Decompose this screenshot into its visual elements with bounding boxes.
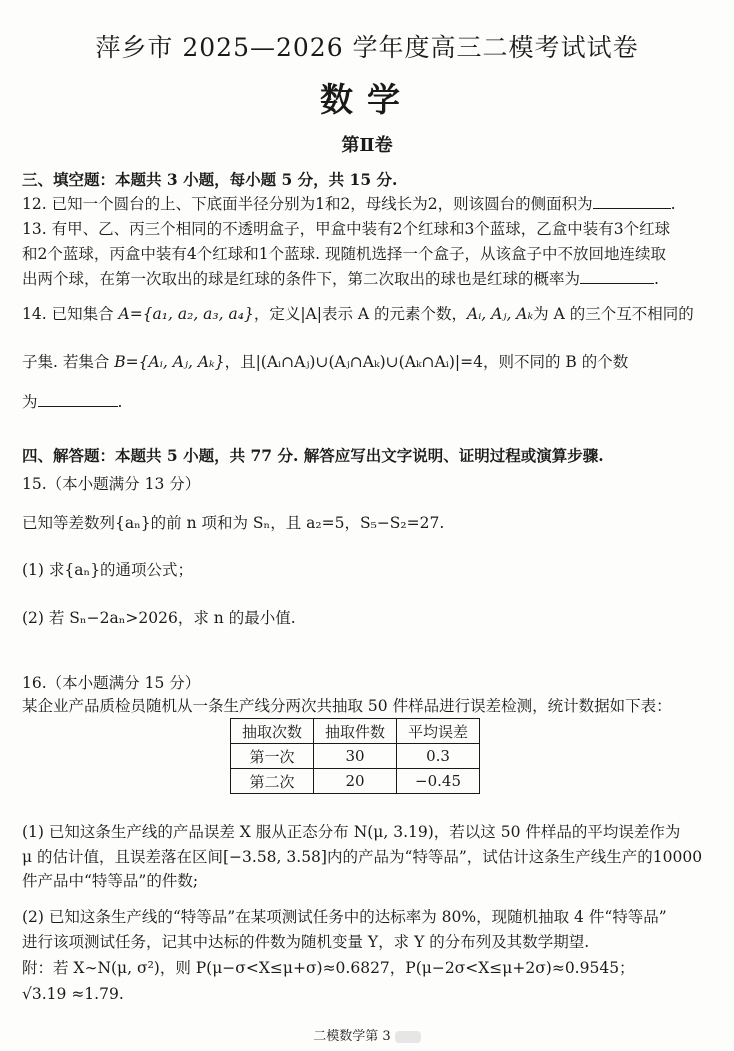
q16-part-2-line-1: (2) 已知这条生产线的“特等品”在某项测试任务中的达标率为 80%，现随机抽取 4 件“特等品”: [22, 908, 667, 926]
q16-part-1-line-2: μ 的估计值，且误差落在区间[−3.58, 3.58]内的产品为“特等品”，试估计这条生产线生产的10000: [22, 848, 703, 866]
exam-title: 萍乡市 2025—2026 学年度高三二模考试试卷: [95, 33, 639, 62]
q12-text: 12. 已知一个圆台的上、下底面半径分别为1和2，母线长为2，则该圆台的侧面积为: [22, 195, 593, 213]
footer-smudge: [395, 1031, 421, 1043]
q15-heading: 15.（本小题满分 13 分）: [22, 475, 201, 493]
q14-line-3: [22, 392, 712, 412]
q16-heading: 16.（本小题满分 15 分）: [22, 674, 201, 692]
q13-period: .: [654, 270, 659, 288]
volume-label: 第Ⅱ卷: [341, 135, 393, 156]
q14-period: .: [117, 393, 123, 411]
q15-part-1: (1) 求{aₙ}的通项公式；: [22, 561, 194, 579]
q14-subsets: Aᵢ, Aⱼ, Aₖ: [467, 305, 534, 323]
table-cell: 30: [314, 744, 397, 769]
q14-set-b: B={Aᵢ, Aⱼ, Aₖ}: [114, 353, 225, 371]
q14-text-2a: 子集. 若集合: [22, 353, 115, 371]
q14-text-1a: 14. 已知集合: [22, 305, 119, 323]
sample-table-container: [230, 718, 480, 794]
note-line-2: √3.19 ≈1.79.: [22, 985, 124, 1003]
subject-title: 数学: [320, 80, 414, 119]
q15-part-2: (2) 若 Sₙ−2aₙ>2026，求 n 的最小值.: [22, 609, 296, 627]
table-row: [231, 744, 480, 769]
table-cell: 第二次: [231, 769, 314, 794]
table-row: [231, 769, 480, 794]
q14-text-2d: ，则不同的 B 的个数: [482, 353, 629, 371]
q15-text: 已知等差数列{aₙ}的前 n 项和为 Sₙ，且 a₂=5，S₅−S₂=27.: [22, 514, 445, 532]
q12-answer-blank[interactable]: [593, 194, 671, 209]
section3-heading: 三、填空题：本题共 3 小题，每小题 5 分，共 15 分.: [22, 170, 398, 189]
q16-text: 某企业产品质检员随机从一条生产线分两次共抽取 50 件样品进行误差检测，统计数据如下表：: [22, 697, 672, 715]
table-cell: −0.45: [397, 769, 480, 794]
q13-line-1: 13. 有甲、乙、丙三个相同的不透明盒子，甲盒中装有2个红球和3个蓝球，乙盒中装有3个红球: [22, 220, 671, 238]
q12-period: .: [670, 195, 676, 213]
q12-line: [22, 194, 712, 214]
table-cell: 0.3: [397, 744, 480, 769]
q16-part-1-line-3: 件产品中“特等品”的件数;: [22, 872, 199, 890]
q14-text-3: 为: [22, 393, 38, 411]
q16-part-1-line-1: (1) 已知这条生产线的产品误差 X 服从正态分布 N(μ, 3.19)，若以这 50 件样品的平均误差作为: [22, 823, 681, 841]
q13-line-3: [22, 269, 712, 289]
q13-answer-blank[interactable]: [580, 269, 654, 284]
section4-heading: 四、解答题：本题共 5 小题，共 77 分. 解答应写出文字说明、证明过程或演算步骤.: [22, 446, 604, 465]
q14-text-1e: 为 A 的三个互不相同的: [533, 305, 694, 323]
sample-table: [230, 718, 480, 794]
table-header-row: [231, 719, 480, 744]
page-footer: [0, 1025, 734, 1044]
q14-text-1c: ，定义|A|表示 A 的元素个数，: [253, 305, 467, 323]
table-header-cell: 平均误差: [397, 719, 480, 744]
q14-line-1: [22, 304, 712, 324]
note-line-1: 附：若 X∼N(μ, σ²)，则 P(μ−σ<X≤μ+σ)≈0.6827，P(μ−2σ<X≤μ+2σ)≈0.9545；: [22, 959, 635, 977]
table-header-cell: 抽取件数: [314, 719, 397, 744]
table-cell: 第一次: [231, 744, 314, 769]
q13-text-3: 出两个球，在第一次取出的球是红球的条件下，第二次取出的球也是红球的概率为: [22, 270, 581, 288]
q14-condition: ，且|(Aᵢ∩Aⱼ)∪(Aⱼ∩Aₖ)∪(Aₖ∩Aᵢ)|=4: [224, 353, 483, 371]
q16-part-2-line-2: 进行该项测试任务，记其中达标的件数为随机变量 Y，求 Y 的分布列及其数学期望.: [22, 933, 590, 951]
table-cell: 20: [314, 769, 397, 794]
footer-text: 二模数学第 3: [313, 1029, 391, 1044]
q14-set-a: A={a₁, a₂, a₃, a₄}: [118, 305, 254, 323]
q14-line-2: [22, 352, 712, 372]
table-header-cell: 抽取次数: [231, 719, 314, 744]
q13-line-2: 和2个蓝球，丙盒中装有4个红球和1个蓝球. 现随机选择一个盒子，从该盒子中不放回地连续取: [22, 245, 666, 263]
q14-answer-blank[interactable]: [38, 392, 118, 407]
